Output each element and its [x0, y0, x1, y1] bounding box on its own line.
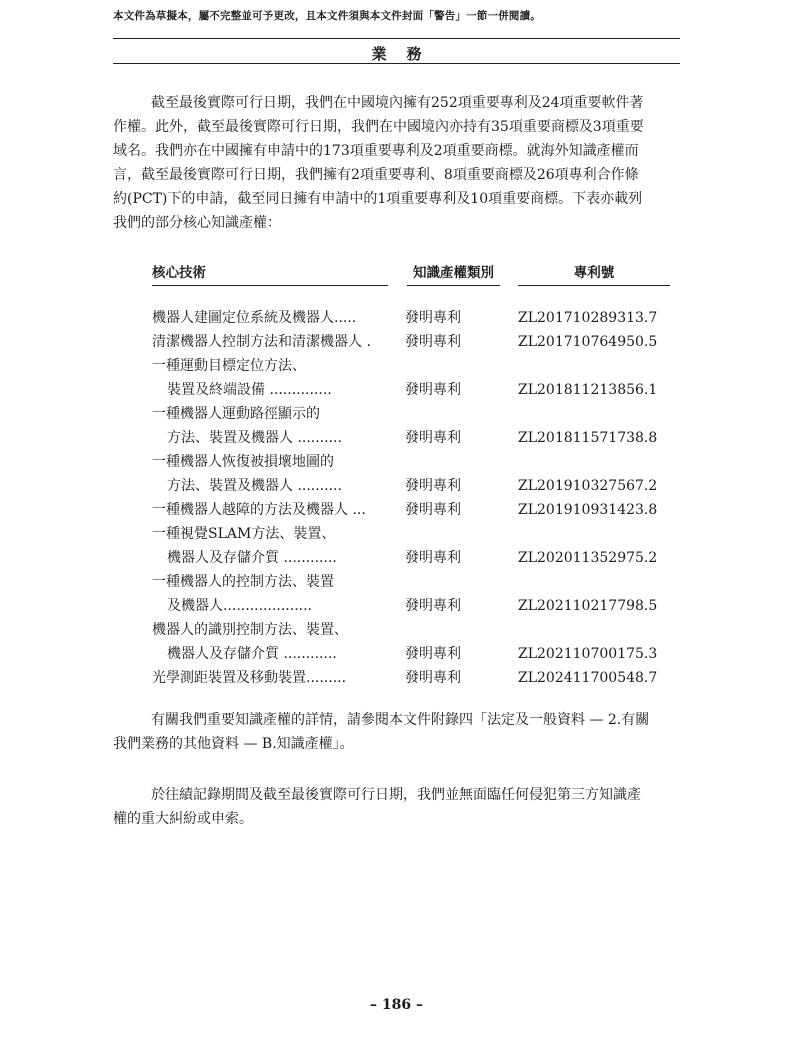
intro-paragraph — [113, 91, 680, 235]
table-row — [0, 450, 793, 474]
header-top-rule — [113, 38, 680, 39]
intro-line: 我們的部分核心知識產權： — [113, 215, 281, 231]
table-row — [0, 666, 793, 690]
table-row — [0, 618, 793, 642]
technology-cell: 一種機器人恢復被損壞地圖的 — [152, 454, 334, 470]
technology-cell: 及機器人.................... — [167, 598, 313, 614]
section-title: 業務 — [371, 45, 442, 63]
table-row — [0, 474, 793, 498]
header-bottom-rule — [113, 63, 680, 64]
technology-cell: 機器人及存儲介質 ............ — [167, 550, 337, 566]
table-row — [0, 546, 793, 570]
intro-line: 約(PCT)下的申請，截至同日擁有申請中的1項重要專利及10項重要商標。下表亦載列 — [113, 191, 643, 207]
technology-cell: 一種機器人運動路徑顯示的 — [152, 406, 320, 422]
column-header-patent-number: 專利號 — [518, 261, 670, 286]
table-row — [0, 522, 793, 546]
ip-type-cell: 發明專利 — [405, 670, 461, 686]
dispute-line: 於往績記錄期間及截至最後實際可行日期，我們並無面臨任何侵犯第三方知識產 — [151, 787, 641, 803]
table-row — [0, 402, 793, 426]
table-row — [0, 426, 793, 450]
technology-cell: 一種視覺SLAM方法、裝置、 — [152, 526, 336, 542]
patent-number-cell: ZL202110700175.3 — [518, 646, 658, 662]
table-row — [0, 594, 793, 618]
dispute-paragraph — [113, 783, 680, 831]
intro-line: 言，截至最後實際可行日期，我們擁有2項重要專利、8項重要商標及26項專利合作條 — [113, 167, 639, 183]
technology-cell: 一種機器人的控制方法、裝置 — [152, 574, 334, 590]
technology-cell: 光學測距裝置及移動裝置......... — [152, 670, 347, 686]
column-header-ip-type: 知識產權類別 — [407, 261, 500, 286]
technology-cell: 裝置及終端設備 .............. — [167, 382, 332, 398]
table-row — [0, 330, 793, 354]
ip-type-cell: 發明專利 — [405, 430, 461, 446]
column-header-technology: 核心技術 — [152, 261, 388, 286]
patent-number-cell: ZL201910327567.2 — [518, 478, 658, 494]
intro-line: 作權。此外，截至最後實際可行日期，我們在中國境內亦持有35項重要商標及3項重要 — [113, 119, 644, 135]
technology-cell: 方法、裝置及機器人 .......... — [167, 430, 342, 446]
ip-type-cell: 發明專利 — [405, 334, 461, 350]
reference-paragraph — [113, 708, 680, 756]
table-row — [0, 378, 793, 402]
page-number: – 186 – — [370, 997, 423, 1013]
patent-number-cell: ZL202110217798.5 — [518, 598, 658, 614]
ip-type-cell: 發明專利 — [405, 646, 461, 662]
patent-number-cell: ZL201710289313.7 — [518, 310, 658, 326]
table-row — [0, 570, 793, 594]
technology-cell: 一種運動目標定位方法、 — [152, 358, 306, 374]
technology-cell: 機器人的識別控制方法、裝置、 — [152, 622, 348, 638]
ip-type-cell: 發明專利 — [405, 382, 461, 398]
table-row — [0, 642, 793, 666]
ip-type-cell: 發明專利 — [405, 478, 461, 494]
ip-type-cell: 發明專利 — [405, 502, 461, 518]
technology-cell: 方法、裝置及機器人 .......... — [167, 478, 342, 494]
patent-number-cell: ZL202011352975.2 — [518, 550, 658, 566]
intro-line: 截至最後實際可行日期，我們在中國境內擁有252項重要專利及24項重要軟件著 — [151, 95, 644, 111]
reference-line: 我們業務的其他資料 — B.知識產權」。 — [113, 736, 354, 752]
draft-warning: 本文件為草擬本，屬不完整並可予更改，且本文件須與本文件封面「警告」一節一併閱讀。 — [113, 10, 541, 22]
technology-cell: 一種機器人越障的方法及機器人 ... — [152, 502, 366, 518]
technology-cell: 機器人建圖定位系統及機器人..... — [152, 310, 357, 326]
table-row — [0, 354, 793, 378]
intro-line: 域名。我們亦在中國擁有申請中的173項重要專利及2項重要商標。就海外知識產權而 — [113, 143, 639, 159]
technology-cell: 清潔機器人控制方法和清潔機器人 . — [152, 334, 371, 350]
technology-cell: 機器人及存儲介質 ............ — [167, 646, 337, 662]
ip-type-cell: 發明專利 — [405, 310, 461, 326]
ip-type-cell: 發明專利 — [405, 550, 461, 566]
table-row — [0, 498, 793, 522]
patent-number-cell: ZL202411700548.7 — [518, 670, 658, 686]
ip-type-cell: 發明專利 — [405, 598, 461, 614]
table-row — [0, 306, 793, 330]
dispute-line: 權的重大糾紛或申索。 — [113, 811, 253, 827]
patent-number-cell: ZL201811571738.8 — [518, 430, 658, 446]
patent-number-cell: ZL201710764950.5 — [518, 334, 658, 350]
ip-table-body — [0, 306, 793, 690]
patent-number-cell: ZL201910931423.8 — [518, 502, 658, 518]
reference-line: 有關我們重要知識產權的詳情，請參閱本文件附錄四「法定及一般資料 — 2.有關 — [151, 712, 650, 728]
patent-number-cell: ZL201811213856.1 — [518, 382, 658, 398]
